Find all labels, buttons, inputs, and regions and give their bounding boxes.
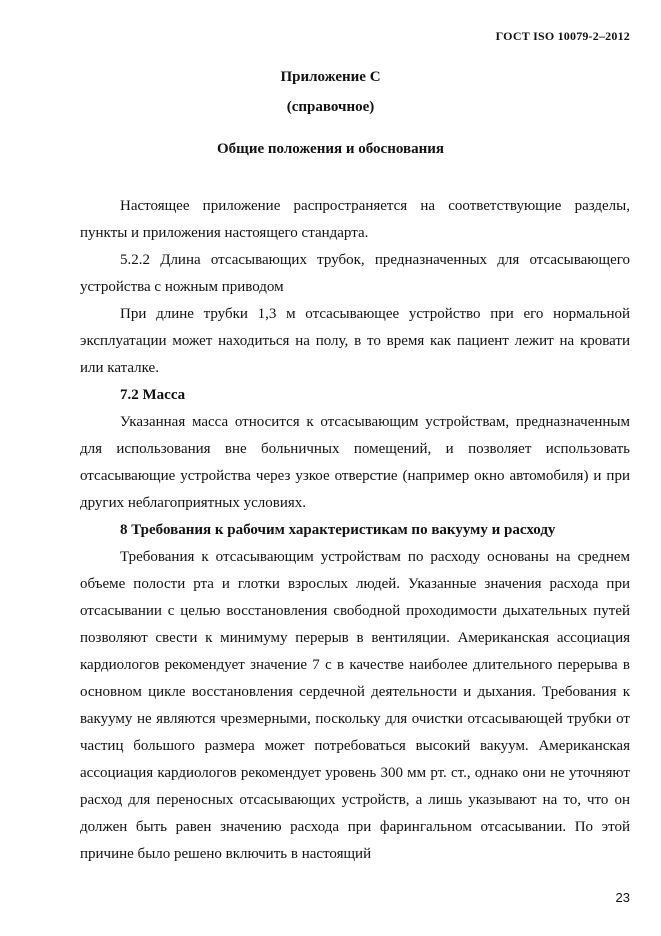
section-title: Общие положения и обоснования <box>217 141 444 157</box>
page-number: 23 <box>615 890 630 905</box>
document-id-header: ГОСТ ISO 10079-2–2012 <box>495 29 630 43</box>
appendix-subtitle: (справочное) <box>286 99 375 115</box>
paragraph-tube-length: При длине трубки 1,3 м отсасывающее устройство при его нормальной эксплуатации может находиться на полу, в то время как пациент лежит на кровати или каталке. <box>80 306 630 376</box>
paragraph-5-2-2: 5.2.2 Длина отсасывающих трубок, предназначенных для отсасывающего устройства с ножным приводом <box>80 252 630 295</box>
appendix-title: Приложение С <box>280 69 381 85</box>
paragraph-mass: Указанная масса относится к отсасывающим устройствам, предназначенным для использования вне больничных помещений, и позволяет использовать отсасывающие устройства через узкое отверстие (например окно автомобиля) и при других неблагоприятных условиях. <box>80 414 630 511</box>
heading-8-requirements: 8 Требования к рабочим характеристикам по вакууму и расходу <box>120 522 556 538</box>
appendix-heading <box>0 62 661 122</box>
paragraph-intro: Настоящее приложение распространяется на соответствующие разделы, пункты и приложения настоящего стандарта. <box>80 198 630 241</box>
document-body <box>80 193 630 868</box>
heading-7-2-mass: 7.2 Масса <box>120 387 186 403</box>
paragraph-requirements: Требования к отсасывающим устройствам по расходу основаны на среднем объеме полости рта и глотки взрослых людей. Указанные значения расхода при отсасывании с целью восстановления свободной проходимости дыхательных путей позволяют свести к минимуму перерыв в вентиляции. Американская ассоциация кардиологов рекомендует значение 7 с в качестве наиболее длительного перерыва в основном цикле восстановления сердечной деятельности и дыхания. Требования к вакууму не являются чрезмерными, поскольку для очистки отсасывающей трубки от частиц большого размера может потребоваться высокий вакуум. Американская ассоциация кардиологов рекомендует уровень 300 мм рт. ст., однако они не уточняют расход для переносных отсасывающих устройств, а лишь указывают на то, что он должен быть равен значению расхода при фарингальном отсасывании. По этой причине было решено включить в настоящий <box>80 549 630 862</box>
